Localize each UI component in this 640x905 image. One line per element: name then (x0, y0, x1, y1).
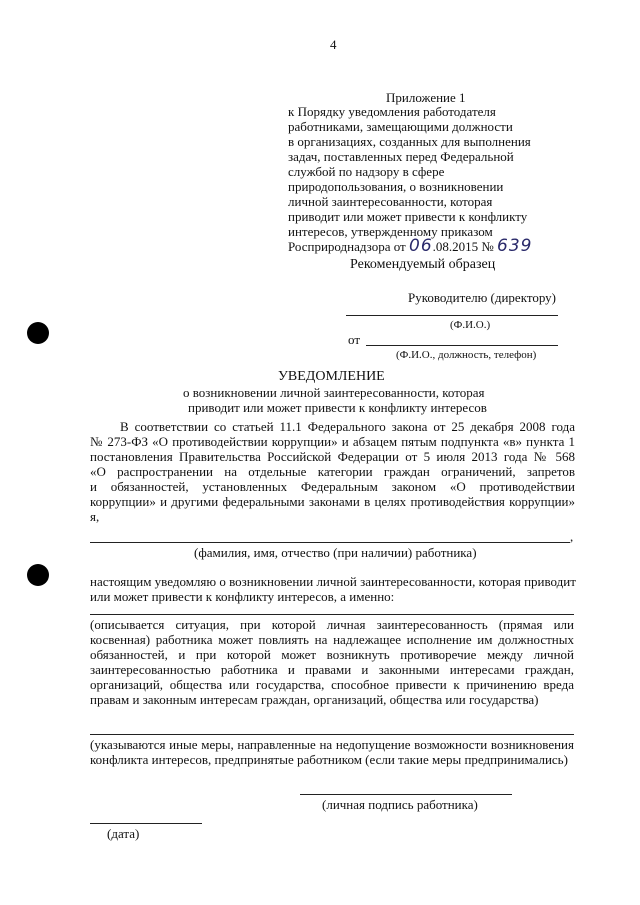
caption-line: организаций, общества или государства, способное привести к причинению вреда (90, 677, 574, 692)
situation-caption (90, 617, 574, 707)
order-prefix: Росприроднадзора от (288, 239, 406, 254)
paragraph-line: № 273-ФЗ «О противодействии коррупции» и абзацем пятым подпункта «в» пункта 1 (90, 434, 575, 449)
employee-fio-caption: (фамилия, имя, отчество (при наличии) работника) (194, 545, 477, 560)
page-number: 4 (330, 37, 337, 52)
appendix-line: личной заинтересованности, которая (288, 194, 493, 209)
appendix-order-line (288, 236, 588, 256)
from-line[interactable] (366, 345, 558, 346)
paragraph-notice (90, 574, 575, 604)
date-caption: (дата) (107, 826, 140, 841)
appendix-line: работниками, замещающими должности (288, 119, 513, 134)
order-number-handwritten: 639 (497, 236, 533, 256)
notice-title: УВЕДОМЛЕНИЕ (278, 369, 385, 384)
order-day-handwritten: 06 (409, 236, 433, 256)
addressee-to: Руководителю (директору) (408, 290, 557, 305)
from-caption: (Ф.И.О., должность, телефон) (396, 349, 537, 361)
notice-subtitle-1: о возникновении личной заинтересованности, которая (183, 385, 485, 400)
appendix-line: к Порядку уведомления работодателя (288, 104, 496, 119)
paragraph-line: настоящим уведомляю о возникновении личной заинтересованности, которая приводит (90, 574, 576, 589)
addressee-fio-caption: (Ф.И.О.) (450, 319, 491, 331)
recommended-sample: Рекомендуемый образец (350, 257, 496, 272)
caption-line: конфликта интересов, предпринятые работником (если такие меры предпринимались) (90, 752, 568, 767)
situation-line[interactable] (90, 614, 574, 615)
signature-line[interactable] (300, 794, 512, 795)
order-middle: .08.2015 № (432, 239, 494, 254)
paragraph-line: или может привести к конфликту интересов, а именно: (90, 589, 395, 604)
fio-line-comma: , (570, 529, 574, 544)
appendix-title: Приложение 1 (386, 90, 466, 105)
measures-line[interactable] (90, 734, 574, 735)
paragraph-line: «О распространении на отдельные категории граждан ограничений, запретов (90, 464, 575, 479)
punch-hole-bottom (27, 564, 49, 586)
caption-line: правам и законным интересам граждан, организаций, общества или государства) (90, 692, 539, 707)
appendix-line: природопользования, о возникновении (288, 179, 504, 194)
caption-line: (указываются иные меры, направленные на недопущение возможности возникновения (90, 737, 574, 752)
employee-fio-line[interactable] (90, 542, 570, 543)
paragraph-legal-basis (90, 419, 575, 524)
appendix-text (288, 104, 588, 254)
appendix-line: службой по надзору в сфере (288, 164, 445, 179)
measures-caption (90, 737, 574, 767)
caption-line: обязанностей, и при которой может возникнуть противоречие между личной (90, 647, 574, 662)
appendix-line: приводит или может привести к конфликту (288, 209, 528, 224)
signature-caption: (личная подпись работника) (322, 797, 478, 812)
caption-line: косвенная) работника может повлиять на надлежащее исполнение им должностных (90, 632, 574, 647)
appendix-line: в организациях, созданных для выполнения (288, 134, 531, 149)
caption-line: (описывается ситуация, при которой личная заинтересованность (прямая или (90, 617, 574, 632)
date-line[interactable] (90, 823, 202, 824)
ya-label: я, (90, 509, 100, 524)
from-label: от (348, 332, 361, 347)
punch-hole-top (27, 322, 49, 344)
notice-subtitle-2: приводит или может привести к конфликту интересов (188, 400, 487, 415)
paragraph-line: В соответствии со статьей 11.1 Федерального закона от 25 декабря 2008 года (120, 419, 575, 434)
paragraph-line: коррупции» и другими федеральными законами в целях противодействия коррупции» (90, 494, 575, 509)
paragraph-line: постановления Правительства Российской Федерации от 5 июля 2013 года № 568 (90, 449, 575, 464)
paragraph-line: и обязанностей, установленных Федеральным законом «О противодействии (90, 479, 575, 494)
appendix-line: интересов, утвержденному приказом (288, 224, 493, 239)
caption-line: заинтересованностью работника и правами и законными интересами граждан, (90, 662, 574, 677)
addressee-fio-line[interactable] (346, 315, 558, 316)
appendix-line: задач, поставленных перед Федеральной (288, 149, 514, 164)
